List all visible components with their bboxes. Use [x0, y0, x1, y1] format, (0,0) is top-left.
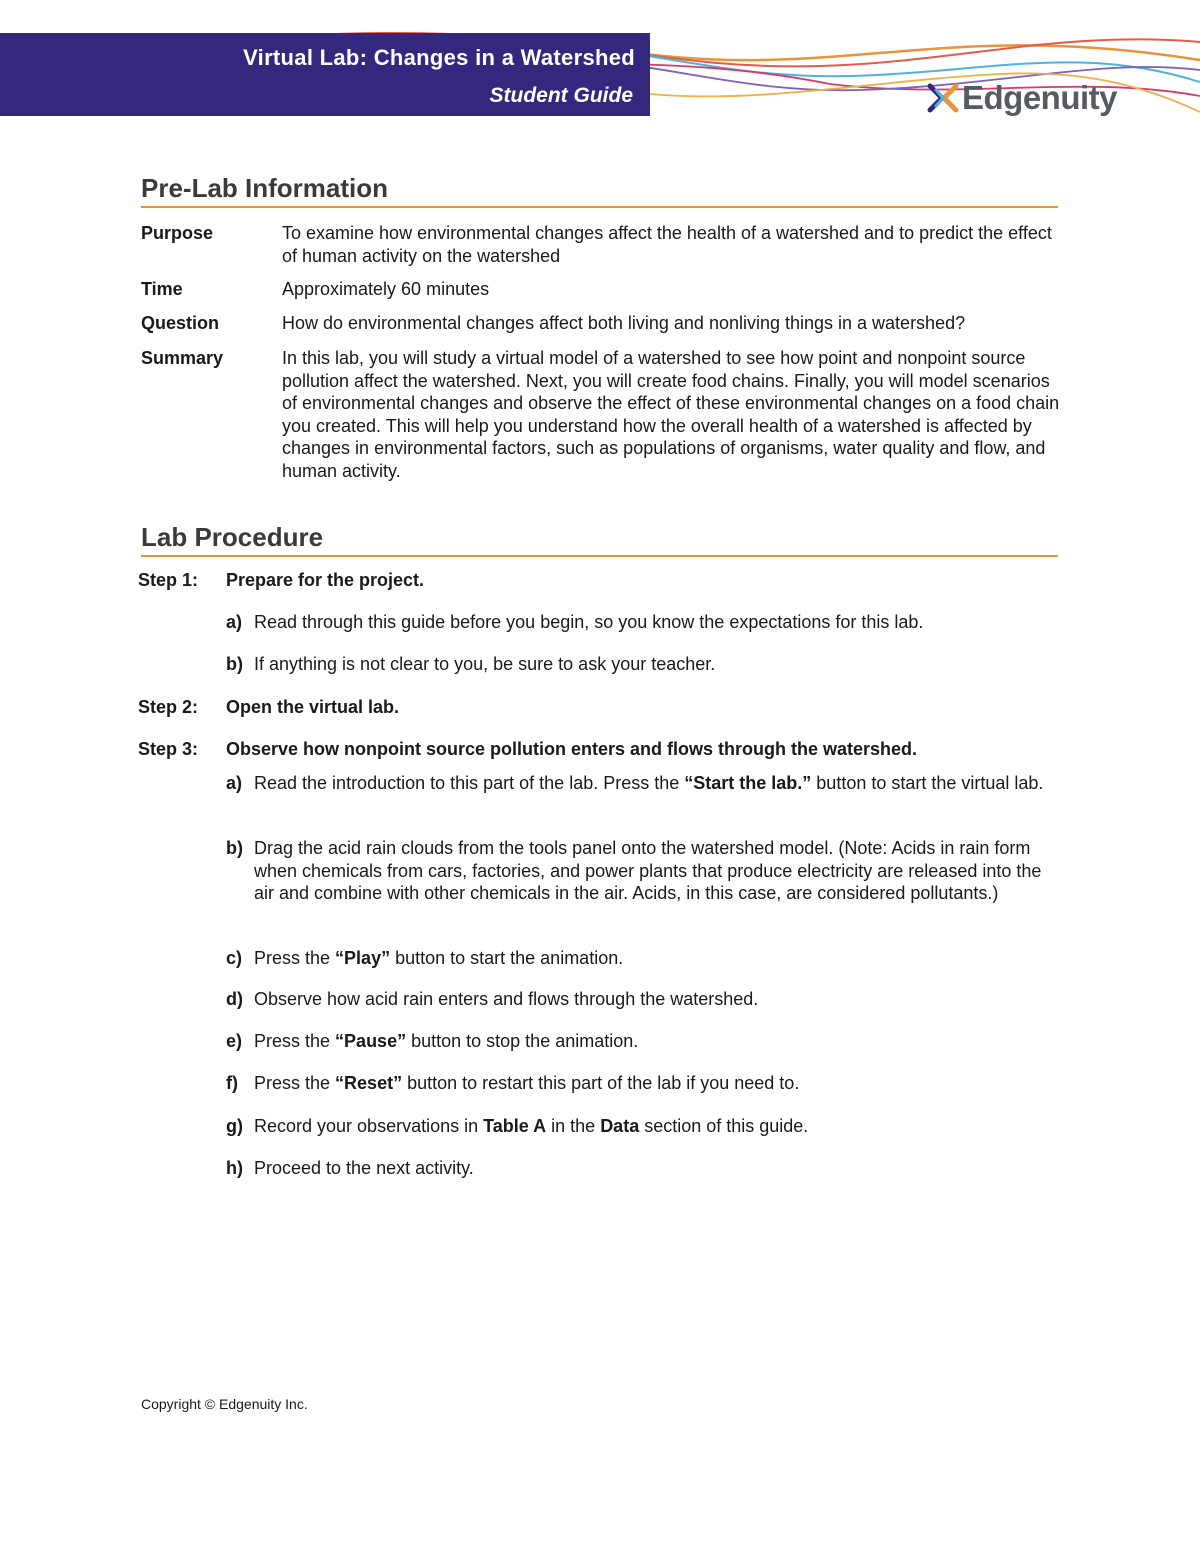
button-name-play: “Play”	[335, 948, 391, 968]
button-name-pause: “Pause”	[335, 1031, 407, 1051]
item-letter: c)	[226, 948, 243, 968]
button-name-start-the-lab: “Start the lab.”	[684, 773, 812, 793]
item-letter: a)	[226, 612, 243, 632]
item-text: Drag the acid rain clouds from the tools panel onto the watershed model. (Note: Acids in rain form when chemicals from cars, factories, and power plants that produce electricity are released into the air and combine with other chemicals in the air. Acids, in this case, are considered pollutants.)	[254, 838, 1042, 904]
item-letter: d)	[226, 989, 243, 1009]
prelab-label: Question	[141, 313, 220, 333]
document-title: Virtual Lab: Changes in a Watershed	[243, 45, 635, 70]
item-text-pre: Record your observations in	[254, 1116, 484, 1136]
button-name-reset: “Reset”	[335, 1073, 403, 1093]
prelab-label: Summary	[141, 348, 224, 368]
prelab-heading: Pre-Lab Information	[141, 173, 1058, 208]
step-title: Observe how nonpoint source pollution enters and flows through the watershed.	[226, 739, 918, 759]
prelab-label: Purpose	[141, 223, 214, 243]
item-text-pre: Read the introduction to this part of the lab. Press the	[254, 773, 685, 793]
item-text: If anything is not clear to you, be sure to ask your teacher.	[254, 654, 716, 674]
item-text	[254, 1030, 1062, 1053]
item-text-post: button to start the animation.	[390, 948, 624, 968]
item-letter: h)	[226, 1158, 243, 1178]
edgenuity-logo-mark-icon	[926, 81, 960, 115]
step-title: Prepare for the project.	[226, 570, 425, 590]
logo-text: Edgenuity	[962, 79, 1118, 116]
copyright-footer: Copyright © Edgenuity Inc.	[141, 1396, 308, 1412]
item-text: Read through this guide before you begin, so you know the expectations for this lab.	[254, 612, 924, 632]
item-letter: b)	[226, 654, 243, 674]
item-letter: e)	[226, 1031, 243, 1051]
item-text-pre: Press the	[254, 1031, 336, 1051]
item-letter: a)	[226, 773, 243, 793]
edgenuity-logo	[926, 80, 1117, 116]
item-letter: g)	[226, 1116, 243, 1136]
step-number: Step 1:	[138, 570, 199, 590]
step-number: Step 2:	[138, 697, 199, 717]
item-letter: f)	[226, 1073, 238, 1093]
item-letter: b)	[226, 838, 243, 858]
item-text-mid: in the	[546, 1116, 601, 1136]
prelab-text: Approximately 60 minutes	[282, 279, 490, 299]
prelab-label: Time	[141, 279, 183, 299]
item-text	[254, 1115, 1062, 1138]
section-reference: Data	[600, 1116, 640, 1136]
item-text: Observe how acid rain enters and flows through the watershed.	[254, 989, 759, 1009]
step-number: Step 3:	[138, 739, 199, 759]
table-reference: Table A	[483, 1116, 547, 1136]
item-text	[254, 772, 1062, 795]
step-title: Open the virtual lab.	[226, 697, 400, 717]
item-text-post: button to stop the animation.	[406, 1031, 639, 1051]
item-text-pre: Press the	[254, 1073, 336, 1093]
prelab-text: To examine how environmental changes affect the health of a watershed and to predict the effect of human activity on the watershed	[282, 223, 1052, 266]
item-text	[254, 1072, 1062, 1095]
prelab-text: In this lab, you will study a virtual model of a watershed to see how point and nonpoint source pollution affect the watershed. Next, you will create food chains. Finally, you will model scenarios of environmental changes and observe the effect of these environmental changes on a food chain you created. This will help you understand how the overall health of a watershed is affected by changes in environmental factors, such as populations of organisms, water quality and flow, and human activity.	[282, 348, 1060, 481]
item-text-post: section of this guide.	[639, 1116, 809, 1136]
item-text-post: button to restart this part of the lab if you need to.	[402, 1073, 800, 1093]
procedure-heading: Lab Procedure	[141, 522, 1058, 557]
item-text	[254, 947, 1062, 970]
document-subtitle: Student Guide	[489, 84, 633, 107]
item-text: Proceed to the next activity.	[254, 1158, 474, 1178]
prelab-text: How do environmental changes affect both living and nonliving things in a watershed?	[282, 313, 966, 333]
item-text-post: button to start the virtual lab.	[811, 773, 1044, 793]
item-text-pre: Press the	[254, 948, 336, 968]
header-banner	[0, 33, 650, 116]
